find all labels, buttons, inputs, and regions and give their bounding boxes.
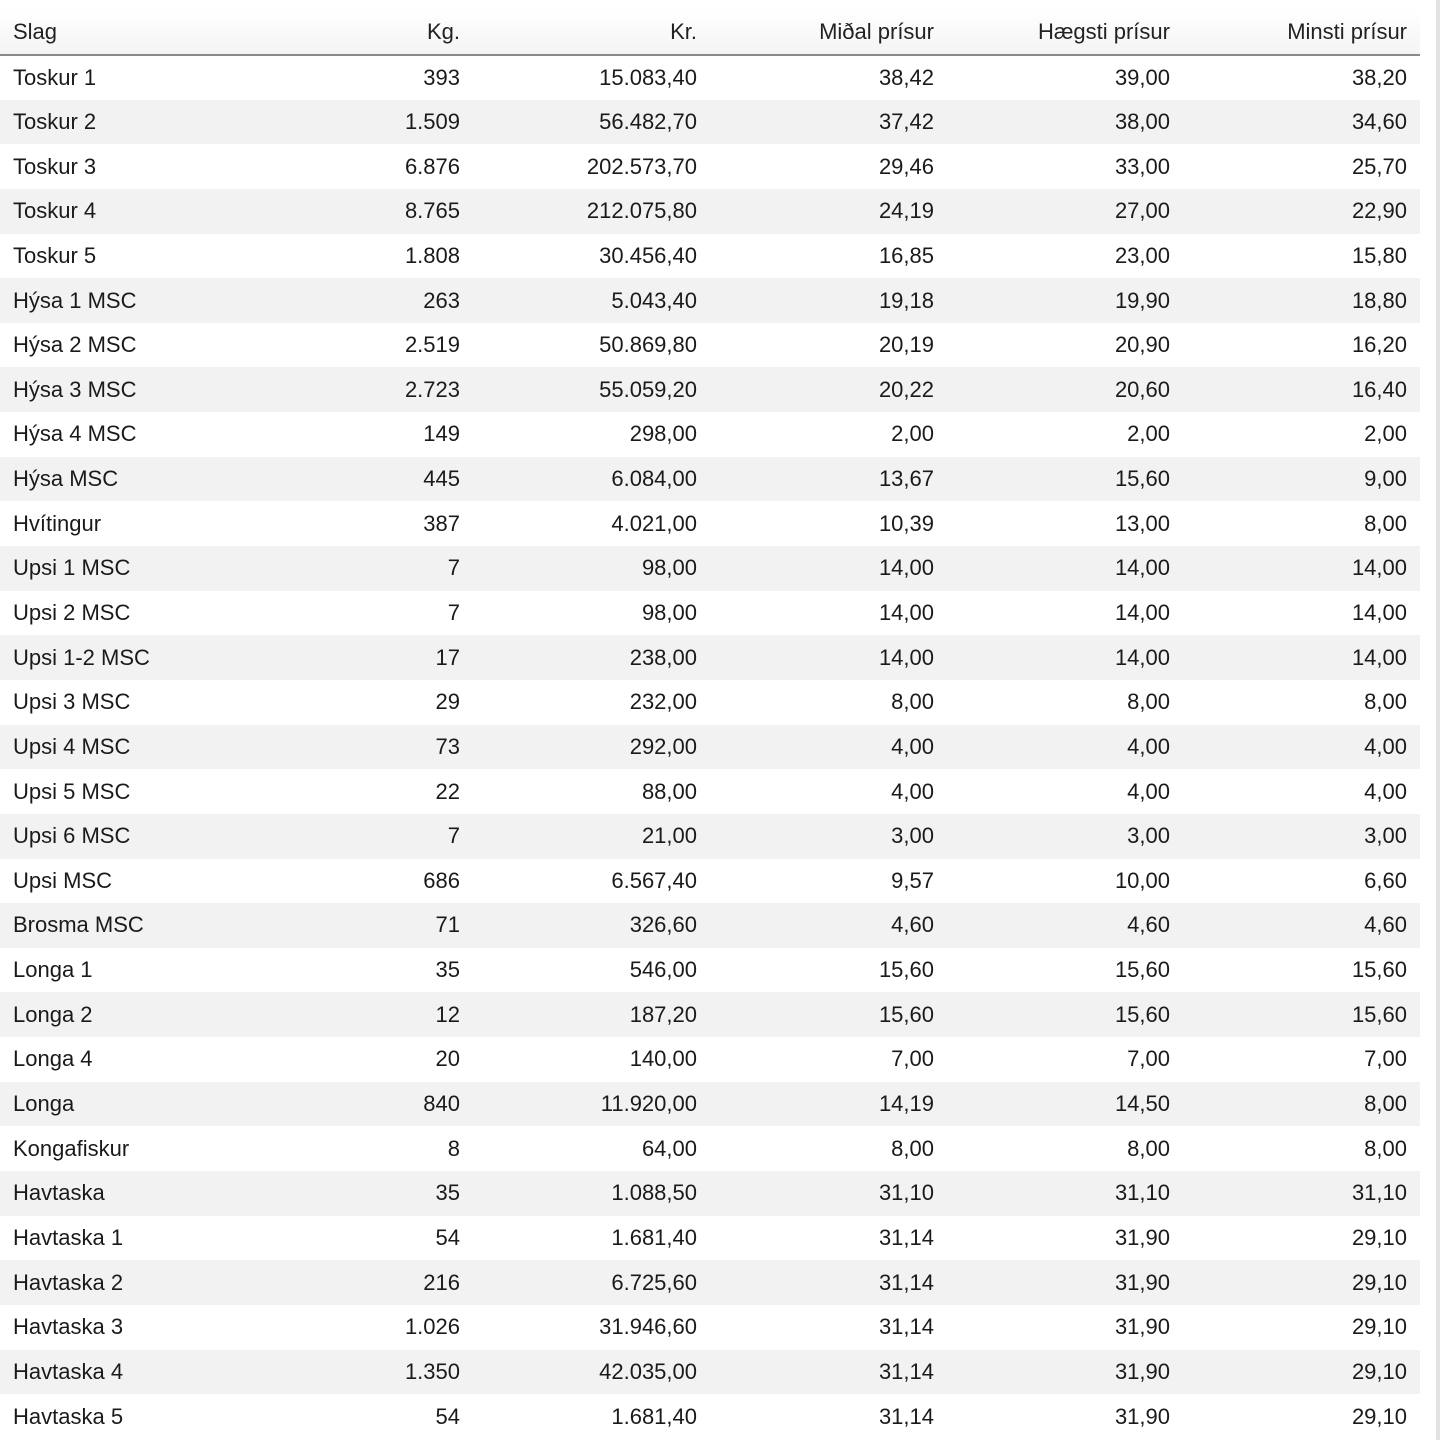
cell-max-price: 15,60: [1114, 1001, 1170, 1027]
cell-kr: 4.021,00: [611, 510, 697, 536]
cell-species: Upsi 1-2 MSC: [13, 644, 150, 670]
cell-kg: 2.519: [404, 332, 460, 358]
table-row: [0, 1037, 1420, 1082]
cell-max-price: 31,90: [1114, 1403, 1170, 1429]
cell-min-price: 18,80: [1351, 287, 1407, 313]
column-header-kg[interactable]: Kg.: [240, 10, 473, 55]
column-header-min-price[interactable]: Minsti prísur: [1183, 10, 1420, 55]
cell-kg: 1.026: [404, 1314, 460, 1340]
cell-avg-price: 15,60: [878, 1001, 934, 1027]
cell-species: Longa 4: [13, 1046, 93, 1072]
cell-avg-price: 15,60: [878, 957, 934, 983]
cell-species: Hýsa 1 MSC: [13, 287, 137, 313]
cell-min-price: 15,60: [1351, 957, 1407, 983]
cell-max-price: 14,00: [1114, 644, 1170, 670]
cell-avg-price: 8,00: [891, 689, 934, 715]
cell-species: Upsi 4 MSC: [13, 733, 131, 759]
cell-avg-price: 4,00: [891, 778, 934, 804]
cell-kr: 187,20: [629, 1001, 697, 1027]
cell-avg-price: 31,14: [878, 1269, 934, 1295]
cell-min-price: 2,00: [1364, 421, 1407, 447]
cell-kr: 1.088,50: [611, 1180, 697, 1206]
cell-kg: 1.350: [404, 1358, 460, 1384]
cell-avg-price: 31,10: [878, 1180, 934, 1206]
cell-species: Upsi 3 MSC: [13, 689, 131, 715]
cell-avg-price: 37,42: [878, 108, 934, 134]
cell-kg: 387: [423, 510, 460, 536]
cell-avg-price: 19,18: [878, 287, 934, 313]
cell-avg-price: 7,00: [891, 1046, 934, 1072]
cell-avg-price: 31,14: [878, 1403, 934, 1429]
cell-avg-price: 3,00: [891, 823, 934, 849]
price-table: [0, 10, 1420, 1439]
table-row: [0, 457, 1420, 502]
cell-kg: 263: [423, 287, 460, 313]
cell-max-price: 3,00: [1127, 823, 1170, 849]
cell-kr: 64,00: [641, 1135, 697, 1161]
cell-max-price: 31,90: [1114, 1358, 1170, 1384]
cell-kg: 840: [423, 1091, 460, 1117]
cell-max-price: 7,00: [1127, 1046, 1170, 1072]
cell-kr: 212.075,80: [586, 198, 697, 224]
cell-species: Kongafiskur: [13, 1135, 130, 1161]
cell-min-price: 3,00: [1364, 823, 1407, 849]
cell-kg: 35: [435, 1180, 460, 1206]
cell-avg-price: 14,00: [878, 600, 934, 625]
table-row: [0, 948, 1420, 993]
table-row: [0, 234, 1420, 279]
cell-min-price: 29,10: [1351, 1269, 1407, 1295]
cell-species: Hýsa MSC: [13, 466, 119, 492]
cell-max-price: 14,50: [1114, 1091, 1170, 1117]
cell-avg-price: 9,57: [891, 867, 934, 893]
cell-kg: 149: [423, 421, 460, 447]
cell-min-price: 22,90: [1351, 198, 1407, 224]
cell-max-price: 15,60: [1114, 957, 1170, 983]
cell-min-price: 4,00: [1364, 778, 1407, 804]
cell-species: Upsi 6 MSC: [13, 823, 131, 849]
cell-species: Longa 1: [13, 957, 93, 983]
cell-avg-price: 14,00: [878, 644, 934, 670]
cell-avg-price: 4,00: [891, 733, 934, 759]
cell-species: Havtaska 1: [13, 1224, 124, 1250]
table-row: [0, 1305, 1420, 1350]
cell-species: Upsi MSC: [13, 867, 113, 893]
cell-kr: 56.482,70: [599, 108, 697, 134]
table-row: [0, 144, 1420, 189]
cell-max-price: 10,00: [1114, 867, 1170, 893]
cell-max-price: 8,00: [1127, 689, 1170, 715]
cell-max-price: 31,90: [1114, 1224, 1170, 1250]
cell-species: Longa: [13, 1091, 75, 1117]
cell-min-price: 25,70: [1351, 153, 1407, 179]
cell-min-price: 8,00: [1364, 510, 1407, 536]
cell-min-price: 38,20: [1351, 64, 1407, 90]
cell-max-price: 20,60: [1114, 376, 1170, 402]
cell-kr: 98,00: [641, 600, 697, 625]
cell-min-price: 15,80: [1351, 242, 1407, 268]
table-row: [0, 859, 1420, 904]
cell-avg-price: 4,60: [891, 912, 934, 938]
cell-avg-price: 14,00: [878, 555, 934, 581]
cell-species: Hýsa 4 MSC: [13, 421, 137, 447]
table-row: [0, 769, 1420, 814]
table-row: [0, 591, 1420, 636]
cell-min-price: 8,00: [1364, 1135, 1407, 1161]
cell-kg: 54: [435, 1224, 460, 1250]
table-row: [0, 100, 1420, 145]
cell-kr: 15.083,40: [599, 64, 697, 90]
column-header-avg-price[interactable]: Miðal prísur: [710, 10, 947, 55]
cell-max-price: 31,90: [1114, 1314, 1170, 1340]
cell-kr: 11.920,00: [600, 1091, 697, 1117]
cell-species: Upsi 2 MSC: [13, 600, 131, 625]
cell-species: Toskur 5: [13, 242, 97, 268]
cell-kr: 546,00: [629, 957, 697, 983]
cell-max-price: 19,90: [1114, 287, 1170, 313]
cell-kr: 292,00: [629, 733, 697, 759]
cell-max-price: 38,00: [1114, 108, 1170, 134]
cell-kg: 7: [447, 600, 460, 625]
cell-min-price: 15,60: [1351, 1001, 1407, 1027]
cell-min-price: 16,20: [1351, 332, 1407, 358]
cell-kr: 42.035,00: [599, 1358, 697, 1384]
cell-max-price: 13,00: [1114, 510, 1170, 536]
cell-avg-price: 29,46: [878, 153, 934, 179]
cell-kr: 202.573,70: [586, 153, 697, 179]
cell-avg-price: 24,19: [878, 198, 934, 224]
column-header-species[interactable]: Slag: [0, 10, 240, 55]
cell-max-price: 14,00: [1114, 600, 1170, 625]
cell-max-price: 2,00: [1127, 421, 1170, 447]
cell-kr: 232,00: [629, 689, 697, 715]
cell-kg: 7: [447, 823, 460, 849]
cell-kg: 73: [435, 733, 460, 759]
cell-avg-price: 20,19: [878, 332, 934, 358]
cell-kg: 22: [435, 778, 460, 804]
cell-min-price: 14,00: [1351, 644, 1407, 670]
cell-kg: 54: [435, 1403, 460, 1429]
cell-min-price: 4,60: [1364, 912, 1407, 938]
cell-kg: 1.509: [404, 108, 460, 134]
table-row: [0, 814, 1420, 859]
table-row: [0, 55, 1420, 100]
scrollbar-track[interactable]: [1436, 0, 1440, 1440]
table-row: [0, 992, 1420, 1037]
cell-min-price: 29,10: [1351, 1314, 1407, 1340]
cell-species: Toskur 1: [13, 64, 97, 90]
table-row: [0, 680, 1420, 725]
cell-avg-price: 31,14: [878, 1358, 934, 1384]
table-row: [0, 412, 1420, 457]
cell-max-price: 20,90: [1114, 332, 1170, 358]
cell-max-price: 27,00: [1114, 198, 1170, 224]
cell-avg-price: 13,67: [878, 466, 934, 492]
cell-max-price: 14,00: [1114, 555, 1170, 581]
cell-species: Havtaska 2: [13, 1269, 124, 1295]
cell-min-price: 29,10: [1351, 1358, 1407, 1384]
cell-kr: 55.059,20: [599, 376, 697, 402]
cell-max-price: 4,00: [1127, 733, 1170, 759]
cell-species: Toskur 4: [13, 198, 97, 224]
cell-kr: 1.681,40: [611, 1224, 697, 1250]
cell-avg-price: 2,00: [891, 421, 934, 447]
table-row: [0, 323, 1420, 368]
cell-max-price: 31,10: [1114, 1180, 1170, 1206]
cell-kg: 12: [435, 1001, 460, 1027]
cell-kg: 686: [423, 867, 460, 893]
table-row: [0, 1216, 1420, 1261]
cell-avg-price: 38,42: [878, 64, 934, 90]
table-header-row: [0, 10, 1420, 55]
cell-max-price: 33,00: [1114, 153, 1170, 179]
cell-species: Havtaska 4: [13, 1358, 124, 1384]
cell-kg: 216: [423, 1269, 460, 1295]
cell-species: Hýsa 2 MSC: [13, 332, 137, 358]
cell-species: Havtaska 3: [13, 1314, 124, 1340]
cell-avg-price: 16,85: [878, 242, 934, 268]
table-row: [0, 278, 1420, 323]
cell-max-price: 8,00: [1127, 1135, 1170, 1161]
table-row: [0, 1082, 1420, 1127]
cell-kg: 7: [447, 555, 460, 581]
cell-avg-price: 31,14: [878, 1314, 934, 1340]
cell-max-price: 31,90: [1114, 1269, 1170, 1295]
cell-species: Upsi 5 MSC: [13, 778, 131, 804]
column-header-kr[interactable]: Kr.: [473, 10, 710, 55]
cell-kg: 17: [435, 644, 460, 670]
cell-min-price: 16,40: [1351, 376, 1407, 402]
table-row: [0, 903, 1420, 948]
cell-kr: 6.567,40: [611, 867, 697, 893]
cell-species: Toskur 3: [13, 153, 97, 179]
cell-kg: 8.765: [404, 198, 460, 224]
cell-kr: 31.946,60: [599, 1314, 697, 1340]
cell-kg: 20: [435, 1046, 460, 1072]
table-row: [0, 1394, 1420, 1439]
cell-min-price: 7,00: [1364, 1046, 1407, 1072]
cell-kg: 1.808: [404, 242, 460, 268]
cell-kr: 298,00: [629, 421, 697, 447]
cell-kg: 2.723: [404, 376, 460, 402]
cell-species: Longa 2: [13, 1001, 93, 1027]
cell-kr: 50.869,80: [599, 332, 697, 358]
cell-avg-price: 20,22: [878, 376, 934, 402]
cell-species: Brosma MSC: [13, 912, 144, 938]
cell-kr: 1.681,40: [611, 1403, 697, 1429]
cell-max-price: 39,00: [1114, 64, 1170, 90]
cell-species: Havtaska 5: [13, 1403, 124, 1429]
cell-kg: 29: [435, 689, 460, 715]
cell-avg-price: 8,00: [891, 1135, 934, 1161]
cell-species: Toskur 2: [13, 108, 97, 134]
table-body: [0, 55, 1420, 1439]
cell-avg-price: 14,19: [878, 1091, 934, 1117]
cell-kr: 21,00: [641, 823, 697, 849]
cell-min-price: 14,00: [1351, 600, 1407, 625]
table-row: [0, 1171, 1420, 1216]
table-row: [0, 189, 1420, 234]
cell-kg: 393: [423, 64, 460, 90]
cell-kr: 238,00: [629, 644, 697, 670]
cell-kr: 140,00: [629, 1046, 697, 1072]
cell-min-price: 29,10: [1351, 1403, 1407, 1429]
cell-kg: 71: [435, 912, 460, 938]
table-row: [0, 367, 1420, 412]
cell-min-price: 8,00: [1364, 689, 1407, 715]
cell-species: Hýsa 3 MSC: [13, 376, 137, 402]
column-header-max-price[interactable]: Hægsti prísur: [947, 10, 1183, 55]
cell-kr: 30.456,40: [599, 242, 697, 268]
cell-kr: 88,00: [641, 778, 697, 804]
cell-avg-price: 10,39: [878, 510, 934, 536]
cell-kg: 35: [435, 957, 460, 983]
cell-min-price: 14,00: [1351, 555, 1407, 581]
cell-kr: 326,60: [629, 912, 697, 938]
table-row: [0, 1126, 1420, 1171]
cell-species: Hvítingur: [13, 510, 102, 536]
table-row: [0, 635, 1420, 680]
cell-min-price: 4,00: [1364, 733, 1407, 759]
cell-max-price: 15,60: [1114, 466, 1170, 492]
cell-max-price: 4,00: [1127, 778, 1170, 804]
table-row: [0, 1350, 1420, 1395]
cell-kg: 6.876: [404, 153, 460, 179]
cell-max-price: 23,00: [1114, 242, 1170, 268]
cell-species: Upsi 1 MSC: [13, 555, 131, 581]
cell-kr: 5.043,40: [611, 287, 697, 313]
cell-kg: 8: [447, 1135, 460, 1161]
cell-min-price: 8,00: [1364, 1091, 1407, 1117]
table-row: [0, 501, 1420, 546]
cell-kr: 6.725,60: [611, 1269, 697, 1295]
cell-min-price: 34,60: [1351, 108, 1407, 134]
table-row: [0, 1260, 1420, 1305]
cell-min-price: 9,00: [1364, 466, 1407, 492]
cell-kr: 6.084,00: [611, 466, 697, 492]
cell-max-price: 4,60: [1127, 912, 1170, 938]
cell-kg: 445: [423, 466, 460, 492]
table-row: [0, 725, 1420, 770]
cell-min-price: 29,10: [1351, 1224, 1407, 1250]
cell-min-price: 31,10: [1351, 1180, 1407, 1206]
cell-min-price: 6,60: [1364, 867, 1407, 893]
cell-species: Havtaska: [13, 1180, 105, 1206]
cell-avg-price: 31,14: [878, 1224, 934, 1250]
cell-kr: 98,00: [641, 555, 697, 581]
table-row: [0, 546, 1420, 591]
